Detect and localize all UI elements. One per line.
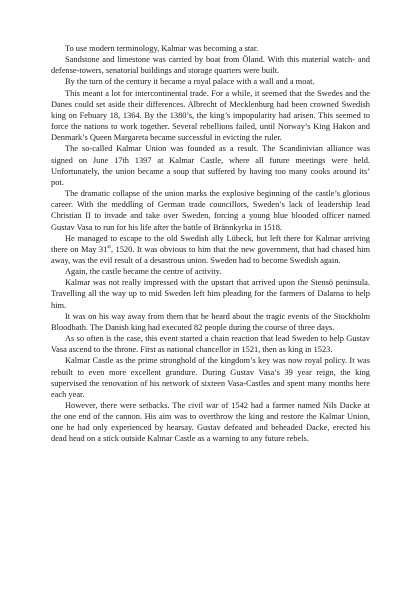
paragraph-5: The so-called Kalmar Union was founded as a result. The Scandinivian alliance was signed on June 17th 1397 at Kalmar Castle, where all future meetings were held. Unfortunately, the union became a soup that suffered by having too many cooks around its’ pot. (51, 144, 370, 187)
paragraph-7 (51, 233, 370, 266)
paragraph-12: Kalmar Castle as the prime stronghold of the kingdom’s key was now royal policy. It was rebuilt to even more excellent grandure. During Gustav Vasa’s 39 year reign, the king supervised the renovation of his network of sixteen Vasa-Castles and spent many months here each year. (51, 356, 370, 399)
paragraph-9: Kalmar was not really impressed with the upstart that arrived upon the Stensö peninsula. Travelling all the way up to mid Sweden left him pleading for the farmers of Dalarna to help him. (51, 278, 370, 310)
paragraph-11: As so often is the case, this event started a chain reaction that lead Sweden to help Gustav Vasa ascend to the throne. First as national chancellor in 1521, then as king in 1523. (51, 334, 370, 355)
paragraph-13: However, there were setbacks. The civil war of 1542 had a farmer named Nils Dacke at the one end of the cannon. His aim was to overthrow the king and restore the Kalmar Union, one he had only experienced by hearsay. Gustav defeated and beheaded Dacke, erected his dead head on a stick outside Kalmar Castle as a warning to any future rebels. (51, 401, 370, 444)
paragraph-8: Again, the castle became the centre of activity. (65, 267, 222, 277)
paragraph-4: This meant a lot for intercontinental trade. For a while, it seemed that the Swedes and the Danes could set aside their differences. Albrecht of Mecklenburg had been crowned Swedish king on Febuary 18, 1364. By the 1380’s, the king’s impopularity had arisen. This seemed to force the nations to work together. Several rebellions failed, until Norway’s King Hakon and Denmark’s Queen Margareta became successful in evicting the ruler. (51, 88, 370, 143)
paragraph-10: It was on his way away from them that he heard about the tragic events of the Stockholm Bloodbath. The Danish king had executed 82 people during the course of three days. (51, 311, 370, 332)
ordinal-suffix: st (107, 244, 111, 251)
paragraph-7-before: He managed to escape to the old Swedish ally Lübeck, but left there for Kalmar arriving there on May 31 (51, 233, 370, 254)
body-text (51, 43, 370, 445)
paragraph-6: The dramatic collapse of the union marks the explosive beginning of the castle’s glorious career. With the meddling of German trade councillors, Sweden’s lack of leadership lead Christian II to invade and take over Sweden, forcing a young blue blooded officer named Gustav Vasa to run for his life after the battle of Brännkyrka in 1518. (51, 189, 370, 232)
paragraph-2: Sandstone and limestone was carried by boat from Öland. With this material watch- and defense-towers, senatorial buildings and storage quarters were built. (51, 55, 370, 76)
paragraph-1: To use modern terminology, Kalmar was becoming a star. (65, 44, 259, 53)
paragraph-7-after: , 1520. It was obvious to him that the new government, that had chased him away, was the evil result of a desastrous union. Sweden had to become Swedish again. (51, 244, 370, 265)
paragraph-3: By the turn of the century it became a royal palace with a wall and a moat. (65, 77, 315, 87)
